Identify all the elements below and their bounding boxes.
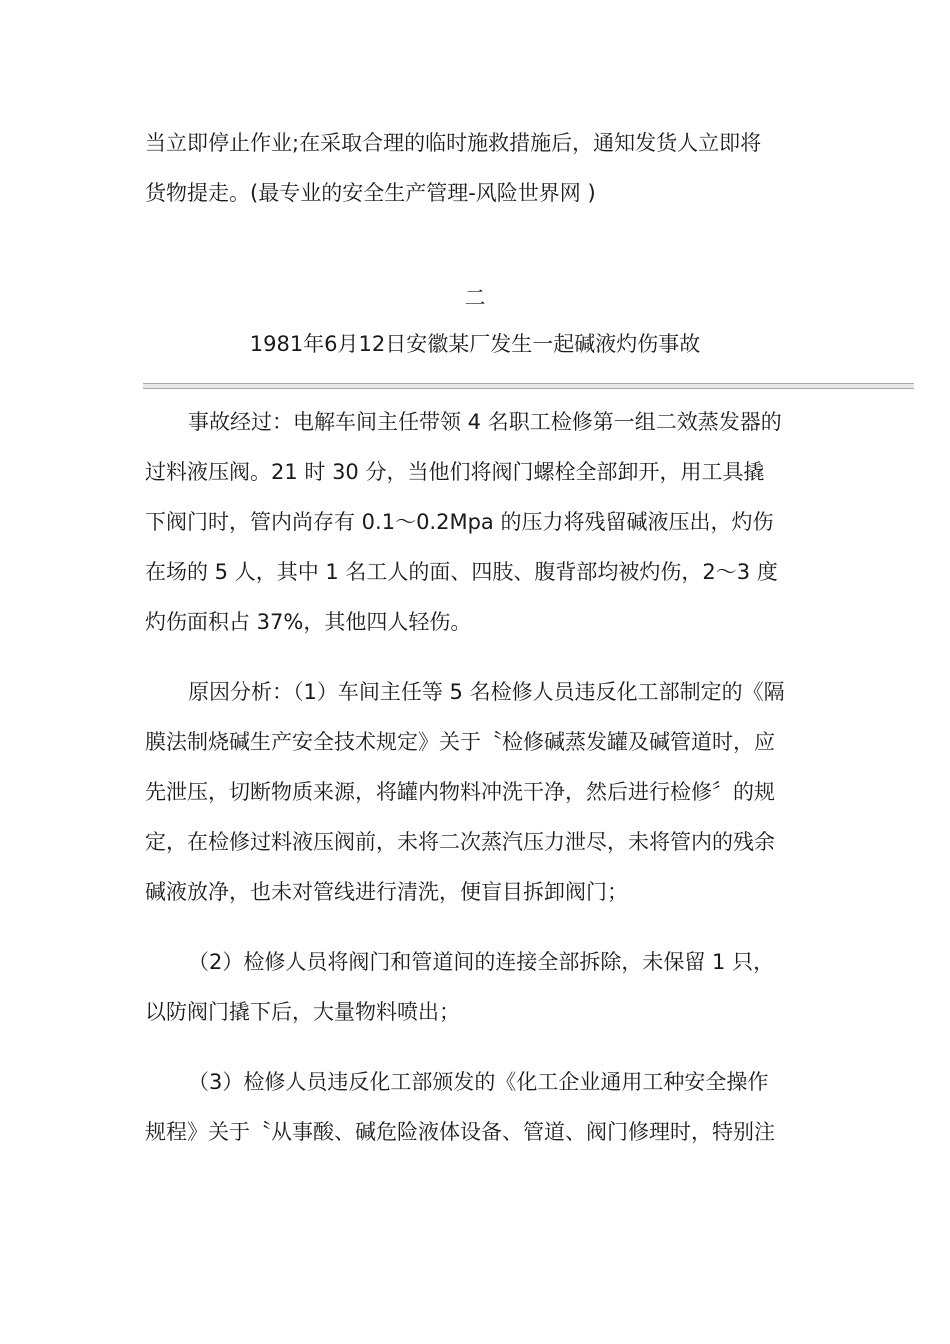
section-number: 二 xyxy=(464,286,486,310)
text-line: 下阀门时，管内尚存有 0.1～0.2Mpa 的压力将残留碱液压出，灼伤 xyxy=(145,510,774,534)
intro-line: 货物提走。(最专业的安全生产管理-风险世界网 ) xyxy=(145,181,596,205)
text-line: 事故经过：电解车间主任带领 4 名职工检修第一组二效蒸发器的 xyxy=(188,410,782,434)
paragraph-cause-analysis xyxy=(145,667,807,917)
horizontal-divider xyxy=(143,383,914,389)
section-title: 1981年6月12日安徽某厂发生一起碱液灼伤事故 xyxy=(249,332,701,356)
text-line: 在场的 5 人，其中 1 名工人的面、四肢、腹背部均被灼伤，2～3 度 xyxy=(145,560,778,584)
text-line: 原因分析：（1）车间主任等 5 名检修人员违反化工部制定的《隔 xyxy=(188,680,785,704)
text-line: （3）检修人员违反化工部颁发的《化工企业通用工种安全操作 xyxy=(188,1070,769,1094)
text-line: 以防阀门撬下后，大量物料喷出； xyxy=(145,1000,460,1024)
text-line: 定，在检修过料液压阀前，未将二次蒸汽压力泄尽，未将管内的残余 xyxy=(145,830,775,854)
text-line: 规程》关于〝从事酸、碱危险液体设备、管道、阀门修理时，特别注 xyxy=(145,1120,775,1144)
text-line: 膜法制烧碱生产安全技术规定》关于〝检修碱蒸发罐及碱管道时，应 xyxy=(145,730,775,754)
text-line: （2）检修人员将阀门和管道间的连接全部拆除，未保留 1 只， xyxy=(188,950,775,974)
text-line: 灼伤面积占 37%，其他四人轻伤。 xyxy=(145,610,472,634)
paragraph-accident-process xyxy=(145,397,807,647)
text-line: 先泄压，切断物质来源，将罐内物料冲洗干净，然后进行检修〞的规 xyxy=(145,780,775,804)
intro-paragraph xyxy=(145,118,825,218)
text-line: 碱液放净，也未对管线进行清洗，便盲目拆卸阀门； xyxy=(145,880,628,904)
paragraph-cause-3 xyxy=(145,1057,807,1157)
text-line: 过料液压阀。21 时 30 分，当他们将阀门螺栓全部卸开，用工具撬 xyxy=(145,460,765,484)
paragraph-cause-2 xyxy=(145,937,807,1037)
intro-line: 当立即停止作业;在采取合理的临时施救措施后，通知发货人立即将 xyxy=(145,131,762,155)
